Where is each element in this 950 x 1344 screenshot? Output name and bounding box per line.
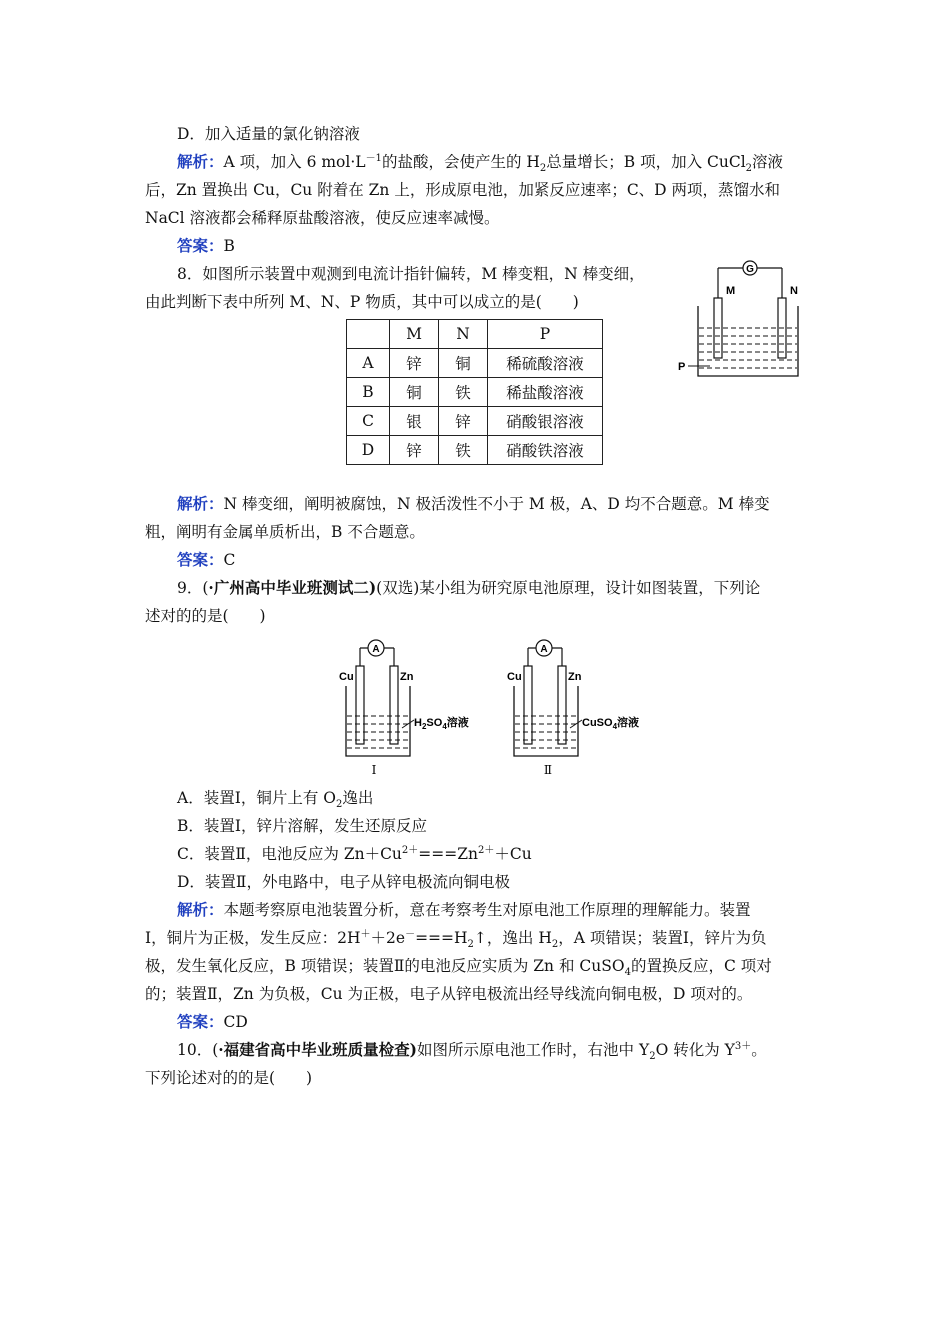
table-cell: B: [347, 378, 390, 407]
electrode-m-label: M: [726, 285, 736, 297]
q9-analysis-line1: 解析：本题考察原电池装置分析，意在考察考生对原电池工作原理的理解能力。装置: [177, 900, 751, 919]
q9-analysis-line2: Ⅰ，铜片为正极，发生反应：$2H^++2e^-===H_2↑$，逸出 $H_2$，A 项错误；装置Ⅰ，锌片为负: [145, 928, 767, 951]
q8-cell-diagram: [676, 258, 806, 380]
table-cell: 铁: [439, 378, 488, 407]
q10-source: ·福建省高中毕业班质量检查): [218, 1040, 418, 1059]
table-cell: 锌: [390, 436, 439, 465]
table-cell: 稀硫酸溶液: [488, 349, 603, 378]
copper-label: Cu: [507, 671, 522, 683]
option-d-prev: D．加入适量的氯化钠溶液: [177, 125, 360, 143]
q8-analysis-line2: 粗，阐明有金属单质析出，B 不合题意。: [145, 523, 425, 541]
q9-analysis-line3: 极，发生氧化反应，B 项错误；装置Ⅱ的电池反应实质为 Zn 和 CuSO$_4$的置换反应，C 项对: [145, 957, 772, 979]
q9-device-2-diagram: [504, 636, 654, 778]
q10-stem-line2: 下列论述对的的是( ): [145, 1069, 313, 1087]
table-cell: A: [347, 349, 390, 378]
table-cell: 锌: [439, 407, 488, 436]
analysis-label: 解析：: [177, 152, 224, 171]
q7-analysis-line1: 解析：A 项，加入 6 $mol\cdot L^{-1}$的盐酸，会使产生的 $H_2$总量增长；B 项，加入 CuCl$_2$溶液: [177, 152, 784, 175]
q9-option-c: C．装置Ⅱ，电池反应为 $Zn+Cu^{2+}===Zn^{2+}+Cu$: [177, 844, 532, 863]
table-cell: 铁: [439, 436, 488, 465]
solution-label: CuSO$_4$溶液: [582, 717, 640, 731]
table-header-row: [347, 320, 603, 349]
q9-option-d: D．装置Ⅱ，外电路中，电子从锌电极流向铜电极: [177, 873, 510, 891]
table-header: P: [488, 320, 603, 349]
q9-option-a: A．装置Ⅰ，铜片上有 $O_2$逸出: [177, 789, 374, 811]
table-row: [347, 378, 603, 407]
q8-analysis-line1: 解析：N 棒变细，阐明被腐蚀，N 极活泼性不小于 M 极，A、D 均不合题意。M 棒变: [177, 494, 770, 513]
copper-label: Cu: [339, 671, 354, 683]
answer-label: 答案：: [177, 236, 224, 255]
q8-stem-line1: 8．如图所示装置中观测到电流计指针偏转，M 棒变粗，N 棒变细，: [177, 265, 645, 283]
q7-analysis-line3: NaCl 溶液都会稀释原盐酸溶液，使反应速率减慢。: [145, 209, 500, 227]
ammeter-label: A: [372, 644, 380, 655]
ammeter-label: A: [540, 644, 548, 655]
q9-option-b: B．装置Ⅰ，锌片溶解，发生还原反应: [177, 817, 428, 835]
q9-answer: 答案：CD: [177, 1012, 248, 1031]
table-header: N: [439, 320, 488, 349]
zinc-label: Zn: [568, 671, 582, 683]
table-row: [347, 349, 603, 378]
analysis-label: 解析：: [177, 900, 224, 919]
q8-stem-line2: 由此判断下表中所列 M、N、P 物质，其中可以成立的是( ): [145, 293, 579, 311]
table-cell: 硝酸银溶液: [488, 407, 603, 436]
q7-answer: 答案：B: [177, 236, 235, 255]
zinc-label: Zn: [400, 671, 414, 683]
table-cell: 硝酸铁溶液: [488, 436, 603, 465]
answer-label: 答案：: [177, 1012, 224, 1031]
table-row: [347, 436, 603, 465]
device-2-caption: Ⅱ: [543, 763, 553, 777]
table-cell: 锌: [390, 349, 439, 378]
q8-answer: 答案：C: [177, 550, 236, 569]
galvanometer-label: G: [746, 264, 754, 275]
q9-device-1-diagram: [336, 636, 486, 778]
device-1-caption: I: [371, 763, 377, 777]
q7-analysis-line2: 后，Zn 置换出 Cu，Cu 附着在 Zn 上，形成原电池，加紧反应速率；C、D 两项，蒸馏水和: [145, 181, 781, 199]
solution-label: $H_2SO_4$溶液: [414, 717, 469, 731]
table-cell: 铜: [439, 349, 488, 378]
q9-source: ·广州高中毕业班测试二): [208, 578, 377, 597]
table-cell: D: [347, 436, 390, 465]
q9-stem-line1: 9．(·广州高中毕业班测试二)(双选)某小组为研究原电池原理，设计如图装置，下列论: [177, 578, 761, 597]
analysis-label: 解析：: [177, 494, 224, 513]
electrode-n-label: N: [790, 285, 798, 297]
table-cell: 银: [390, 407, 439, 436]
table-header: [347, 320, 390, 349]
table-cell: C: [347, 407, 390, 436]
q10-stem-line1: 10．(·福建省高中毕业班质量检查)如图所示原电池工作时，右池中 $Y_2O$ 转化为 $Y^{3+}$。: [177, 1040, 767, 1063]
q9-analysis-line4: 的；装置Ⅱ，Zn 为负极，Cu 为正极，电子从锌电极流出经导线流向铜电极，D 项对的。: [145, 985, 753, 1003]
table-cell: 铜: [390, 378, 439, 407]
answer-label: 答案：: [177, 550, 224, 569]
table-row: [347, 407, 603, 436]
q8-table: [346, 319, 603, 465]
table-cell: 稀盐酸溶液: [488, 378, 603, 407]
solution-p-label: P: [678, 361, 686, 373]
table-header: M: [390, 320, 439, 349]
q9-stem-line2: 述对的的是( ): [145, 607, 266, 625]
